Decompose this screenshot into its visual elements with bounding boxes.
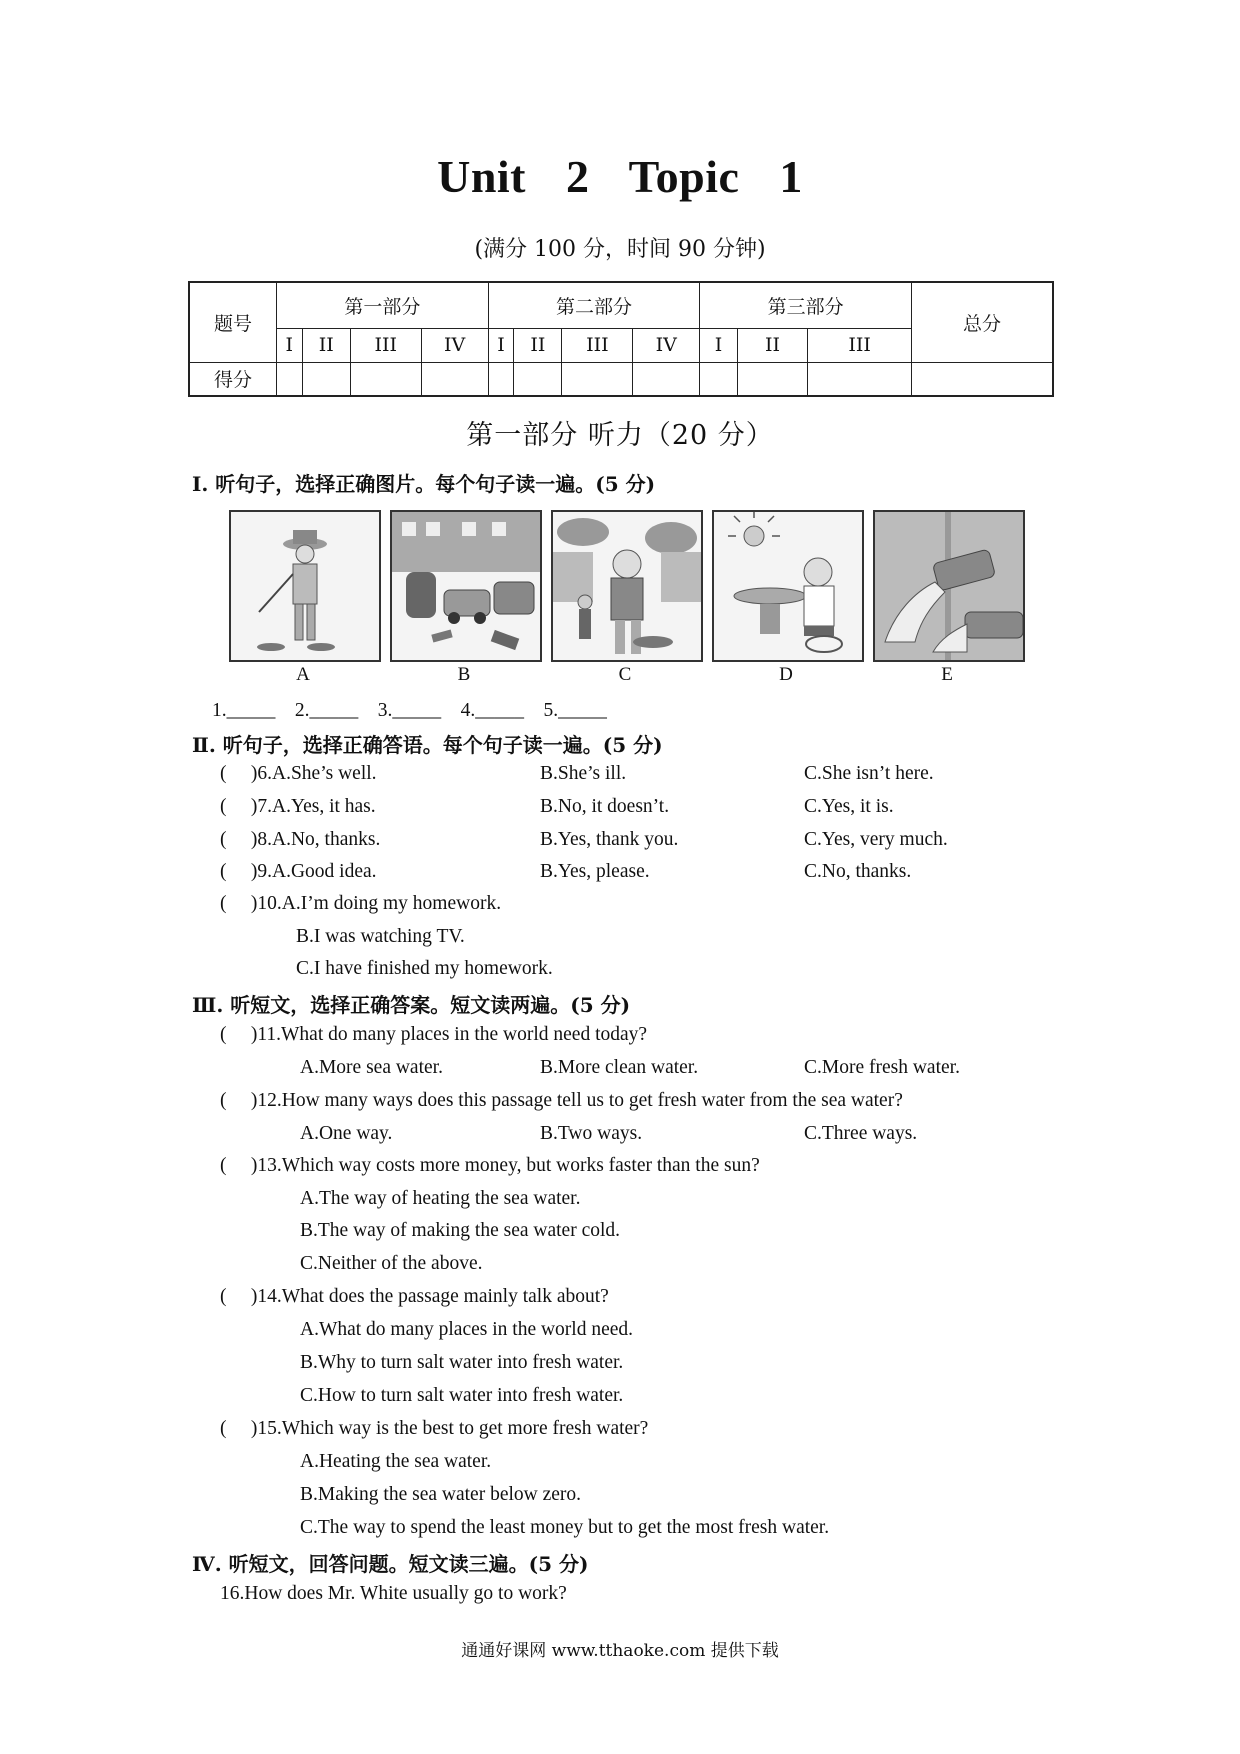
footer-credit: 通通好课网 www.tthaoke.com 提供下载 [461,1641,779,1661]
question-6: ( )6.A.She’s well. [220,763,377,784]
part1-item: IV [421,328,488,362]
score-cell[interactable] [633,362,700,396]
polluted-city-picture [551,510,703,662]
part2-item: IV [633,328,700,362]
page-title: Unit 2 Topic 1 [437,151,803,202]
score-cell[interactable] [514,362,562,396]
question-11-option-a: A.More sea water. [300,1057,443,1078]
question-12: ( )12.How many ways does this passage tell us to get fresh water from the sea water? [220,1090,903,1111]
question-10: ( )10.A.I’m doing my homework. [220,893,502,914]
section4-heading: Ⅳ. 听短文，回答问题。短文读三遍。(5 分) [192,1552,589,1576]
question-14-option-b: B.Why to turn salt water into fresh water. [300,1352,624,1373]
section1-heading: Ⅰ. 听句子，选择正确图片。每个句子读一遍。(5 分) [192,472,656,496]
picture-label-e: E [941,664,953,685]
question-13-option-c: C.Neither of the above. [300,1253,483,1274]
part3-item: II [737,328,808,362]
man-watering-picture [229,510,381,662]
section3-heading: Ⅲ. 听短文，选择正确答案。短文读两遍。(5 分) [192,993,631,1017]
question-15-option-b: B.Making the sea water below zero. [300,1484,582,1505]
question-13-option-b: B.The way of making the sea water cold. [300,1220,621,1241]
part3-item: III [808,328,912,362]
total-label: 总分 [912,282,1054,362]
part1-item: I [277,328,303,362]
question-15-option-c: C.The way to spend the least money but to get the most fresh water. [300,1517,830,1538]
part1-header: 第一部分 [277,282,489,328]
question-14-option-c: C.How to turn salt water into fresh water. [300,1385,624,1406]
question-8: ( )8.A.No, thanks. [220,829,381,850]
question-10-option-c: C.I have finished my homework. [296,958,553,979]
question-14-option-a: A.What do many places in the world need. [300,1319,634,1340]
question-9-option-b: B.Yes, please. [540,861,650,882]
part1-title: 第一部分 听力（20 分） [466,420,774,451]
question-12-option-c: C.Three ways. [804,1123,918,1144]
picture-label-b: B [457,664,471,685]
score-cell[interactable] [277,362,303,396]
man-in-sun-picture [712,510,864,662]
picture-label-a: A [296,664,310,685]
score-cell[interactable] [421,362,488,396]
score-cell[interactable] [737,362,808,396]
question-15-option-a: A.Heating the sea water. [300,1451,492,1472]
question-7-option-b: B.No, it doesn’t. [540,796,670,817]
part1-item: II [302,328,350,362]
question-15: ( )15.Which way is the best to get more fresh water? [220,1418,649,1439]
question-11-option-c: C.More fresh water. [804,1057,960,1078]
question-7: ( )7.A.Yes, it has. [220,796,376,817]
part1-item: III [350,328,421,362]
topic-number-label: 题号 [189,282,277,362]
section2-heading: Ⅱ. 听句子，选择正确答语。每个句子读一遍。(5 分) [192,733,663,757]
street-traffic-picture [390,510,542,662]
question-11: ( )11.What do many places in the world need today? [220,1024,648,1045]
part3-item: I [700,328,737,362]
page-subtitle: (满分 100 分，时间 90 分钟) [474,237,766,262]
question-7-option-c: C.Yes, it is. [804,796,894,817]
question-9: ( )9.A.Good idea. [220,861,377,882]
score-label: 得分 [189,362,277,396]
question-13-option-a: A.The way of heating the sea water. [300,1188,581,1209]
answer-blanks[interactable]: 1._____ 2._____ 3._____ 4._____ 5._____ [212,700,607,721]
part2-item: III [562,328,633,362]
question-8-option-c: C.Yes, very much. [804,829,948,850]
question-11-option-b: B.More clean water. [540,1057,699,1078]
score-cell[interactable] [808,362,912,396]
score-cell[interactable] [562,362,633,396]
question-16: 16.How does Mr. White usually go to work? [220,1583,567,1604]
question-14: ( )14.What does the passage mainly talk about? [220,1286,609,1307]
score-table [188,281,1054,397]
score-cell[interactable] [350,362,421,396]
water-pipes-picture [873,510,1025,662]
question-9-option-c: C.No, thanks. [804,861,912,882]
part3-header: 第三部分 [700,282,912,328]
picture-label-d: D [779,664,793,685]
question-13: ( )13.Which way costs more money, but works faster than the sun? [220,1155,760,1176]
question-8-option-b: B.Yes, thank you. [540,829,679,850]
part2-header: 第二部分 [488,282,700,328]
picture-label-c: C [618,664,632,685]
question-6-option-b: B.She’s ill. [540,763,627,784]
score-cell[interactable] [302,362,350,396]
part2-item: I [488,328,514,362]
score-cell[interactable] [700,362,737,396]
score-cell[interactable] [488,362,514,396]
question-12-option-a: A.One way. [300,1123,393,1144]
question-10-option-b: B.I was watching TV. [296,926,465,947]
question-6-option-c: C.She isn’t here. [804,763,934,784]
part2-item: II [514,328,562,362]
total-score-cell[interactable] [912,362,1054,396]
question-12-option-b: B.Two ways. [540,1123,643,1144]
